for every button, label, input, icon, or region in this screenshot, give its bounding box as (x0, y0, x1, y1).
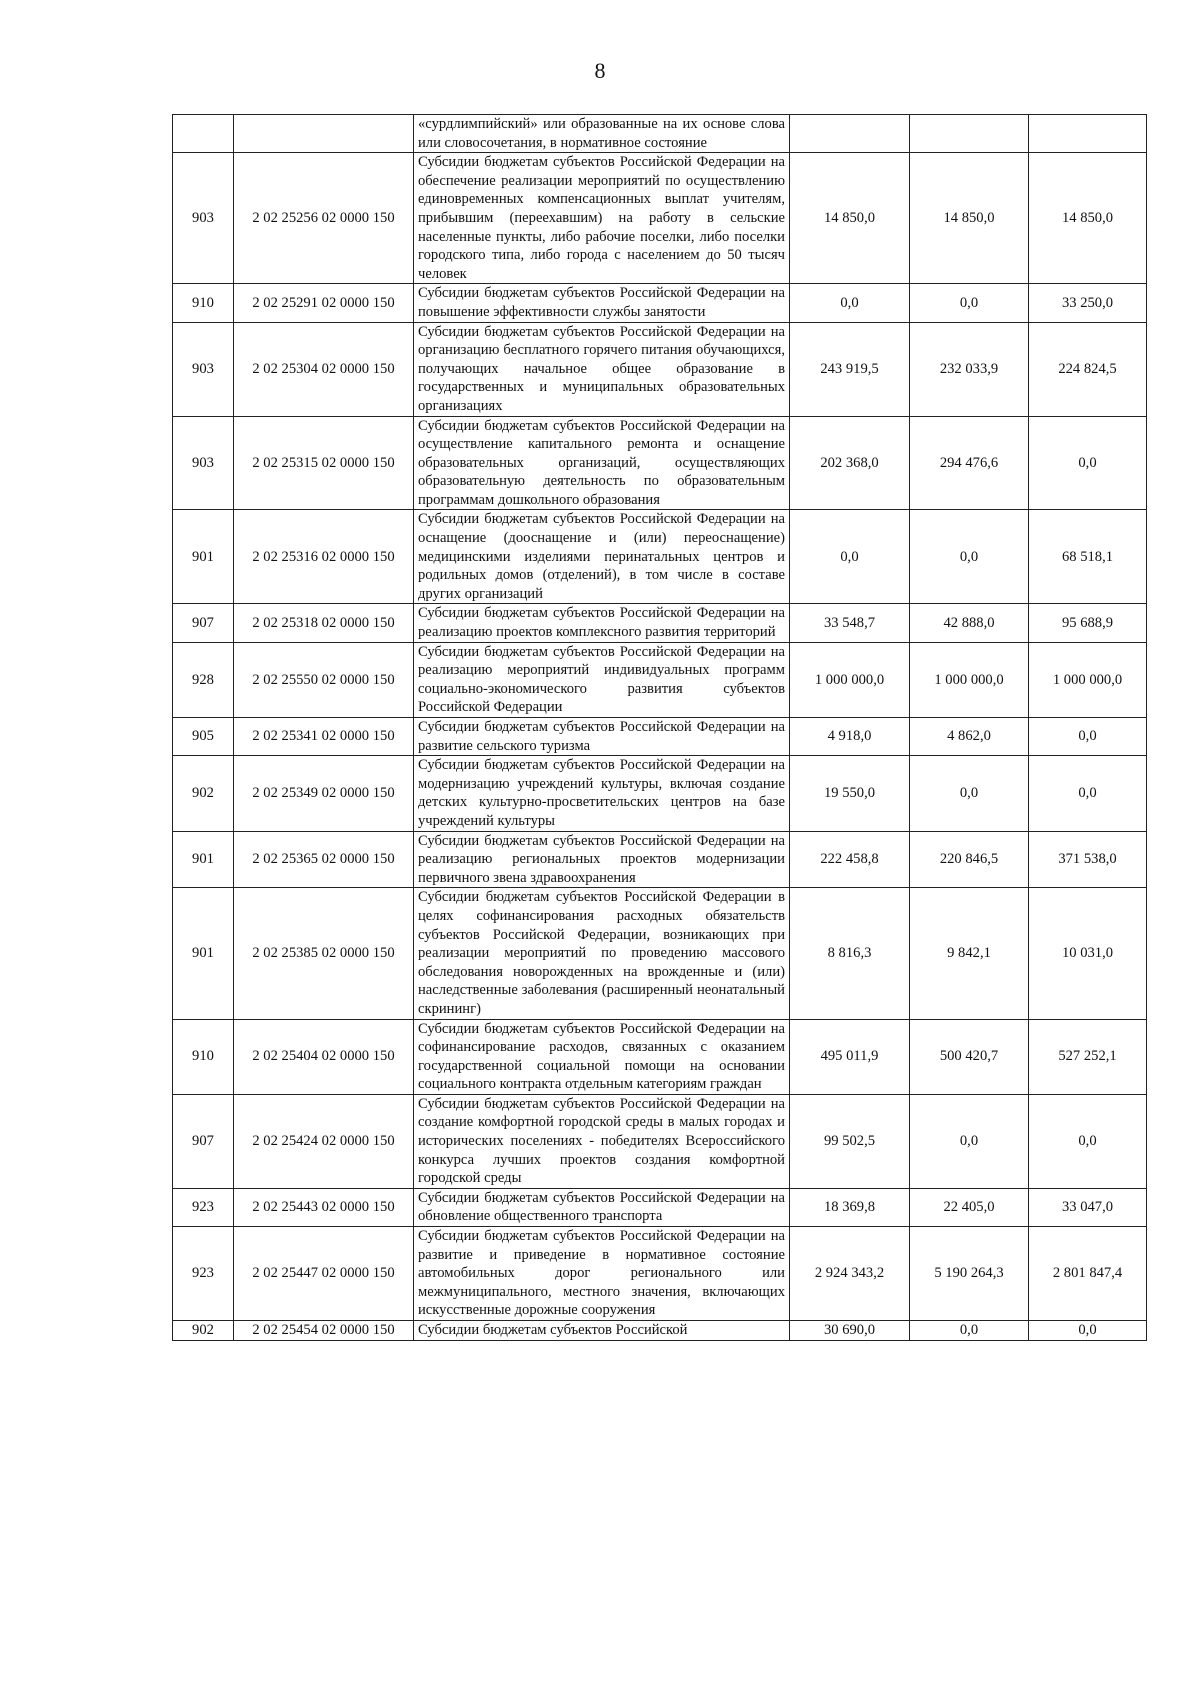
admin-code-cell: 910 (173, 1019, 234, 1094)
amount-year-3-cell: 33 250,0 (1029, 284, 1147, 322)
budget-code-cell: 2 02 25304 02 0000 150 (234, 322, 414, 416)
amount-year-1-cell: 18 369,8 (790, 1188, 910, 1226)
amount-year-3-cell: 527 252,1 (1029, 1019, 1147, 1094)
amount-year-1-cell: 99 502,5 (790, 1094, 910, 1188)
table-row (173, 1227, 1147, 1321)
admin-code-cell: 907 (173, 604, 234, 642)
amount-year-1-cell: 0,0 (790, 510, 910, 604)
budget-code-cell: 2 02 25447 02 0000 150 (234, 1227, 414, 1321)
admin-code-cell: 901 (173, 888, 234, 1019)
admin-code-cell: 903 (173, 322, 234, 416)
budget-code-cell (234, 115, 414, 153)
table-row (173, 510, 1147, 604)
amount-year-3-cell: 224 824,5 (1029, 322, 1147, 416)
table-row (173, 718, 1147, 756)
table-row (173, 642, 1147, 717)
amount-year-2-cell: 220 846,5 (910, 831, 1029, 888)
budget-code-cell: 2 02 25256 02 0000 150 (234, 153, 414, 284)
amount-year-1-cell: 495 011,9 (790, 1019, 910, 1094)
amount-year-3-cell: 68 518,1 (1029, 510, 1147, 604)
amount-year-2-cell: 0,0 (910, 284, 1029, 322)
revenue-name-cell: Субсидии бюджетам субъектов Российской Федерации на реализацию проектов комплексного развития территорий (414, 604, 790, 642)
table-row (173, 1321, 1147, 1341)
amount-year-2-cell: 5 190 264,3 (910, 1227, 1029, 1321)
table-row (173, 604, 1147, 642)
table-row (173, 1019, 1147, 1094)
revenue-name-cell: Субсидии бюджетам субъектов Российской Федерации на модернизацию учреждений культуры, включая создание детских культурно-просветительских центров на базе учреждений культуры (414, 756, 790, 831)
table-row (173, 756, 1147, 831)
amount-year-1-cell: 19 550,0 (790, 756, 910, 831)
admin-code-cell: 923 (173, 1188, 234, 1226)
amount-year-2-cell: 0,0 (910, 1321, 1029, 1341)
revenue-name-cell: Субсидии бюджетам субъектов Российской Федерации на создание комфортной городской среды в малых городах и исторических поселениях - победителях Всероссийского конкурса лучших проектов создания комфортной городской среды (414, 1094, 790, 1188)
revenue-name-cell: «сурдлимпийский» или образованные на их основе слова или словосочетания, в нормативное состояние (414, 115, 790, 153)
amount-year-1-cell: 4 918,0 (790, 718, 910, 756)
amount-year-1-cell: 222 458,8 (790, 831, 910, 888)
table-row (173, 831, 1147, 888)
admin-code-cell: 905 (173, 718, 234, 756)
amount-year-3-cell: 0,0 (1029, 1094, 1147, 1188)
admin-code-cell: 901 (173, 510, 234, 604)
table-body (173, 115, 1147, 1341)
amount-year-3-cell: 1 000 000,0 (1029, 642, 1147, 717)
budget-code-cell: 2 02 25318 02 0000 150 (234, 604, 414, 642)
revenue-name-cell: Субсидии бюджетам субъектов Российской Федерации на развитие сельского туризма (414, 718, 790, 756)
amount-year-2-cell: 500 420,7 (910, 1019, 1029, 1094)
amount-year-2-cell: 9 842,1 (910, 888, 1029, 1019)
admin-code-cell: 902 (173, 1321, 234, 1341)
revenue-name-cell: Субсидии бюджетам субъектов Российской Федерации на повышение эффективности службы занятости (414, 284, 790, 322)
amount-year-2-cell: 0,0 (910, 1094, 1029, 1188)
amount-year-1-cell: 14 850,0 (790, 153, 910, 284)
revenue-name-cell: Субсидии бюджетам субъектов Российской Федерации на обновление общественного транспорта (414, 1188, 790, 1226)
amount-year-2-cell: 294 476,6 (910, 416, 1029, 510)
amount-year-1-cell: 33 548,7 (790, 604, 910, 642)
admin-code-cell: 902 (173, 756, 234, 831)
revenue-name-cell: Субсидии бюджетам субъектов Российской Федерации на организацию бесплатного горячего питания обучающихся, получающих начальное общее образование в государственных и муниципальных образовательных организациях (414, 322, 790, 416)
budget-code-cell: 2 02 25365 02 0000 150 (234, 831, 414, 888)
amount-year-3-cell: 14 850,0 (1029, 153, 1147, 284)
budget-code-cell: 2 02 25404 02 0000 150 (234, 1019, 414, 1094)
admin-code-cell: 903 (173, 416, 234, 510)
admin-code-cell: 910 (173, 284, 234, 322)
revenue-name-cell: Субсидии бюджетам субъектов Российской Федерации на софинансирование расходов, связанных с оказанием государственной социальной помощи на основании социального контракта отдельным категориям граждан (414, 1019, 790, 1094)
admin-code-cell: 928 (173, 642, 234, 717)
amount-year-3-cell: 2 801 847,4 (1029, 1227, 1147, 1321)
table-row (173, 1188, 1147, 1226)
amount-year-2-cell: 0,0 (910, 756, 1029, 831)
table-row (173, 322, 1147, 416)
admin-code-cell: 903 (173, 153, 234, 284)
budget-code-cell: 2 02 25454 02 0000 150 (234, 1321, 414, 1341)
amount-year-1-cell: 8 816,3 (790, 888, 910, 1019)
amount-year-3-cell: 371 538,0 (1029, 831, 1147, 888)
table-row (173, 284, 1147, 322)
amount-year-3-cell (1029, 115, 1147, 153)
budget-code-cell: 2 02 25315 02 0000 150 (234, 416, 414, 510)
amount-year-2-cell (910, 115, 1029, 153)
budget-code-cell: 2 02 25443 02 0000 150 (234, 1188, 414, 1226)
amount-year-1-cell: 243 919,5 (790, 322, 910, 416)
amount-year-2-cell: 14 850,0 (910, 153, 1029, 284)
amount-year-3-cell: 0,0 (1029, 416, 1147, 510)
amount-year-3-cell: 33 047,0 (1029, 1188, 1147, 1226)
revenue-name-cell: Субсидии бюджетам субъектов Российской (414, 1321, 790, 1341)
revenue-name-cell: Субсидии бюджетам субъектов Российской Федерации на реализацию региональных проектов модернизации первичного звена здравоохранения (414, 831, 790, 888)
amount-year-3-cell: 0,0 (1029, 1321, 1147, 1341)
revenue-name-cell: Субсидии бюджетам субъектов Российской Федерации на развитие и приведение в нормативное состояние автомобильных дорог регионального или межмуниципального, местного значения, включающих искусственные дорожные сооружения (414, 1227, 790, 1321)
amount-year-1-cell: 202 368,0 (790, 416, 910, 510)
budget-code-cell: 2 02 25291 02 0000 150 (234, 284, 414, 322)
revenue-name-cell: Субсидии бюджетам субъектов Российской Федерации на осуществление капитального ремонта и оснащение образовательных организаций, осуществляющих образовательную деятельность по образовательным программам дошкольного образования (414, 416, 790, 510)
amount-year-3-cell: 95 688,9 (1029, 604, 1147, 642)
admin-code-cell: 907 (173, 1094, 234, 1188)
budget-code-cell: 2 02 25316 02 0000 150 (234, 510, 414, 604)
amount-year-2-cell: 1 000 000,0 (910, 642, 1029, 717)
budget-code-cell: 2 02 25424 02 0000 150 (234, 1094, 414, 1188)
admin-code-cell (173, 115, 234, 153)
table-row (173, 1094, 1147, 1188)
amount-year-3-cell: 0,0 (1029, 718, 1147, 756)
amount-year-2-cell: 232 033,9 (910, 322, 1029, 416)
revenue-name-cell: Субсидии бюджетам субъектов Российской Федерации на оснащение (дооснащение и (или) переоснащение) медицинскими изделиями перинатальных центров и родильных домов (отделений), в том числе в составе других организаций (414, 510, 790, 604)
amount-year-2-cell: 4 862,0 (910, 718, 1029, 756)
admin-code-cell: 901 (173, 831, 234, 888)
revenue-name-cell: Субсидии бюджетам субъектов Российской Федерации на обеспечение реализации мероприятий по осуществлению единовременных компенсационных выплат учителям, прибывшим (переехавшим) на работу в сельские населенные пункты, либо рабочие поселки, либо поселки городского типа, либо города с населением до 50 тысяч человек (414, 153, 790, 284)
table-row (173, 115, 1147, 153)
budget-code-cell: 2 02 25341 02 0000 150 (234, 718, 414, 756)
amount-year-2-cell: 22 405,0 (910, 1188, 1029, 1226)
amount-year-3-cell: 10 031,0 (1029, 888, 1147, 1019)
table-row (173, 416, 1147, 510)
budget-code-cell: 2 02 25550 02 0000 150 (234, 642, 414, 717)
amount-year-1-cell: 30 690,0 (790, 1321, 910, 1341)
budget-code-cell: 2 02 25385 02 0000 150 (234, 888, 414, 1019)
amount-year-1-cell (790, 115, 910, 153)
amount-year-3-cell: 0,0 (1029, 756, 1147, 831)
amount-year-1-cell: 1 000 000,0 (790, 642, 910, 717)
revenue-name-cell: Субсидии бюджетам субъектов Российской Федерации на реализацию мероприятий индивидуальных программ социально-экономического развития субъектов Российской Федерации (414, 642, 790, 717)
revenue-name-cell: Субсидии бюджетам субъектов Российской Федерации в целях софинансирования расходных обязательств субъектов Российской Федерации, возникающих при реализации мероприятий по проведению массового обследования новорожденных на врожденные и (или) наследственные заболевания (расширенный неонатальный скрининг) (414, 888, 790, 1019)
admin-code-cell: 923 (173, 1227, 234, 1321)
table-row (173, 888, 1147, 1019)
amount-year-2-cell: 0,0 (910, 510, 1029, 604)
table-row (173, 153, 1147, 284)
amount-year-1-cell: 0,0 (790, 284, 910, 322)
amount-year-1-cell: 2 924 343,2 (790, 1227, 910, 1321)
budget-code-cell: 2 02 25349 02 0000 150 (234, 756, 414, 831)
revenue-table (172, 114, 1147, 1341)
amount-year-2-cell: 42 888,0 (910, 604, 1029, 642)
page-number: 8 (594, 58, 606, 83)
